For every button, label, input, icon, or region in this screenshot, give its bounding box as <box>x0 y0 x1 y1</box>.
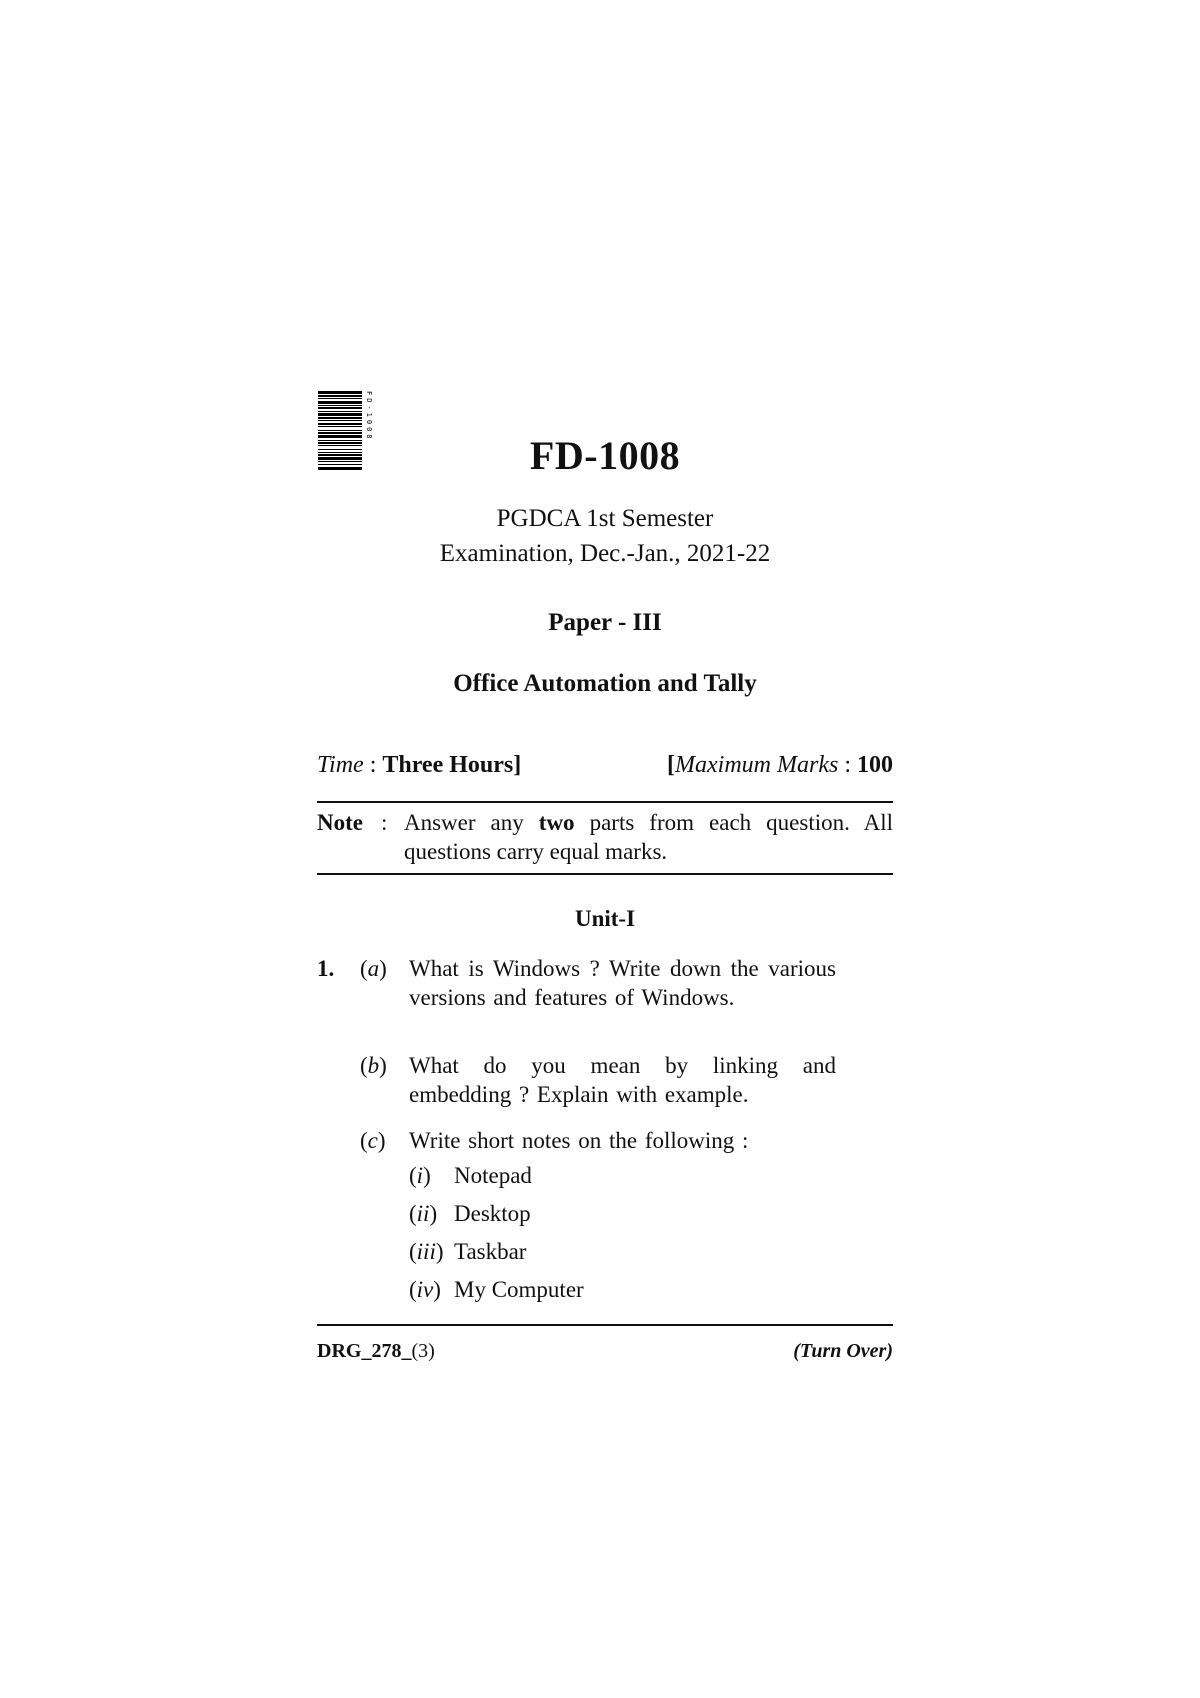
subpart-iii-close: ) <box>435 1239 444 1264</box>
note-text-pre: Answer any <box>404 810 539 835</box>
subpart-i-label <box>409 1163 454 1189</box>
barcode-bar <box>318 413 362 416</box>
footer-code <box>317 1340 435 1363</box>
footer-code-text: DRG_278_ <box>317 1340 412 1362</box>
subpart-iv-text: My Computer <box>454 1277 584 1302</box>
part-a-letter: a <box>367 956 380 981</box>
subpart-i-roman: i <box>416 1163 424 1188</box>
time-colon: : <box>369 752 377 778</box>
barcode-bar <box>318 423 362 425</box>
barcode-bar <box>318 407 362 409</box>
part-b-close: ) <box>379 1053 387 1078</box>
subpart-iv-roman: iv <box>416 1277 434 1302</box>
part-c-open: ( <box>360 1128 368 1153</box>
barcode-text: FD-1008 <box>365 391 373 442</box>
barcode-bar <box>318 430 362 431</box>
part-b-label <box>360 1051 387 1080</box>
barcode-bar <box>318 398 362 399</box>
note-text-post: parts from each question. All questions carry equal marks. <box>404 810 893 864</box>
subpart-i-open: ( <box>409 1163 417 1188</box>
unit-heading: Unit-I <box>574 906 636 931</box>
barcode-bar <box>318 426 362 427</box>
subpart-iii-label <box>409 1239 454 1265</box>
barcode-bar <box>318 395 362 397</box>
subpart-iv-close: ) <box>433 1277 441 1302</box>
note-colon: : <box>381 810 388 835</box>
subpart-iii-text: Taskbar <box>454 1239 527 1264</box>
barcode-bar <box>318 405 362 406</box>
paper-code: FD-1008 <box>529 433 681 478</box>
part-a-open: ( <box>360 956 368 981</box>
part-c-close: ) <box>377 1128 386 1153</box>
part-b-open: ( <box>360 1053 368 1078</box>
marks-bracket: [ <box>667 752 676 778</box>
subpart-i-text: Notepad <box>454 1163 532 1188</box>
course-name: PGDCA 1st Semester <box>496 505 714 532</box>
exam-session: Examination, Dec.-Jan., 2021-22 <box>439 540 771 567</box>
part-b-letter: b <box>367 1053 380 1078</box>
subpart-iv <box>409 1277 584 1303</box>
subject-title: Office Automation and Tally <box>453 670 757 697</box>
time-label: Time <box>317 752 364 778</box>
footer-divider <box>317 1324 893 1326</box>
barcode-bar <box>318 391 362 394</box>
note-label: Note <box>317 810 363 835</box>
marks-colon: : <box>844 752 851 778</box>
paper-number: Paper - III <box>548 609 662 636</box>
time-duration: Three Hours] <box>382 752 522 778</box>
subpart-ii-label <box>409 1201 454 1227</box>
barcode-bar <box>318 411 362 412</box>
subpart-i <box>409 1163 532 1189</box>
divider-bottom <box>317 873 893 875</box>
barcode-bar <box>318 420 362 421</box>
part-b-text: What do you mean by linking and embedding ? Explain with example. <box>409 1053 836 1107</box>
subpart-ii-text: Desktop <box>454 1201 531 1226</box>
turn-over-label: (Turn Over) <box>793 1340 893 1362</box>
marks-label: Maximum Marks <box>675 752 839 778</box>
footer-page-number: (3) <box>411 1340 435 1362</box>
barcode-bar <box>318 417 362 419</box>
part-a-text: What is Windows ? Write down the various versions and features of Windows. <box>409 956 836 1010</box>
subpart-i-close: ) <box>423 1163 431 1188</box>
subpart-ii-close: ) <box>429 1201 438 1226</box>
part-a-close: ) <box>379 956 387 981</box>
subpart-iv-open: ( <box>409 1277 417 1302</box>
marks-info <box>667 752 893 779</box>
time-info <box>317 752 521 779</box>
part-c-letter: c <box>367 1128 378 1153</box>
subpart-iv-label <box>409 1277 454 1303</box>
subpart-ii-open: ( <box>409 1201 417 1226</box>
part-c-label <box>360 1126 386 1155</box>
subpart-ii <box>409 1201 531 1227</box>
note-text-bold: two <box>538 810 575 835</box>
divider-top <box>317 801 893 803</box>
subpart-iii <box>409 1239 526 1265</box>
question-number: 1. <box>317 956 335 981</box>
marks-value: 100 <box>857 752 893 778</box>
subpart-iii-open: ( <box>409 1239 417 1264</box>
part-a-label <box>360 954 387 983</box>
subpart-ii-roman: ii <box>416 1201 430 1226</box>
note-text <box>404 808 893 866</box>
barcode-bar <box>318 401 362 404</box>
part-c-text: Write short notes on the following : <box>409 1128 749 1153</box>
subpart-iii-roman: iii <box>416 1239 436 1264</box>
